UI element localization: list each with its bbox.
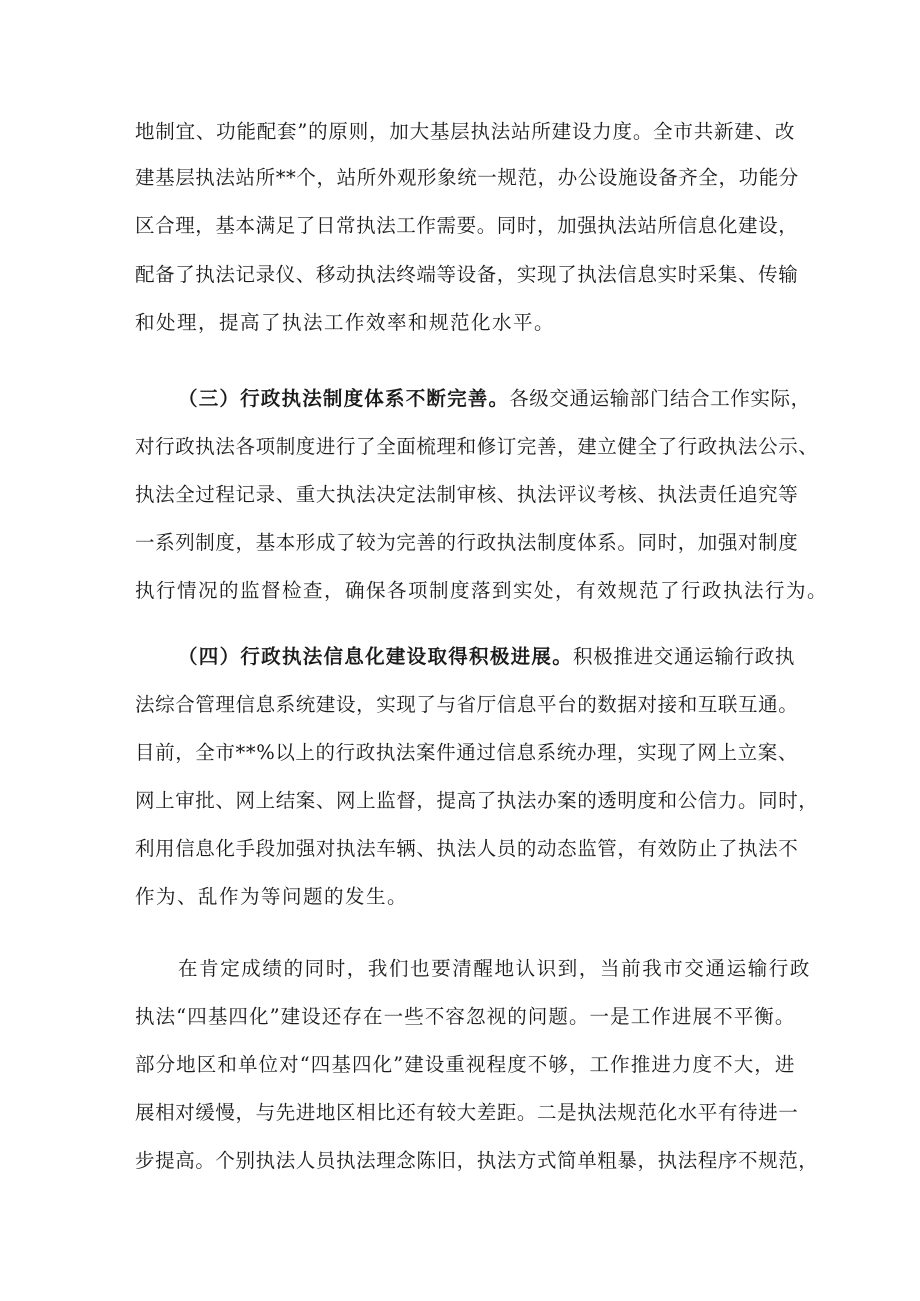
text-span: 各级交通运输部门结合工作实际， [509,387,811,410]
text-line: 执法“四基四化”建设还存在一些不容忽视的问题。一是工作进展不平衡。 [135,1005,795,1028]
text-line: 配备了执法记录仪、移动执法终端等设备，实现了执法信息实时采集、传输 [135,263,799,286]
text-line: 执法全过程记录、重大执法决定法制审核、执法评议考核、执法责任追究等 [135,483,799,506]
text-line: 法综合管理信息系统建设，实现了与省厅信息平台的数据对接和互联互通。 [135,693,799,716]
text-line: 网上审批、网上结案、网上监督，提高了执法办案的透明度和公信力。同时， [135,789,819,812]
text-line: 执行情况的监督检查，确保各项制度落到实处，有效规范了行政执法行为。 [135,579,829,602]
text-line: 步提高。个别执法人员执法理念陈旧，执法方式简单粗暴，执法程序不规范， [135,1149,819,1172]
text-line: 区合理，基本满足了日常执法工作需要。同时，加强执法站所信息化建设， [135,214,799,237]
text-line: 展相对缓慢，与先进地区相比还有较大差距。二是执法规范化水平有待进一 [135,1101,799,1124]
text-line: 地制宜、功能配套”的原则，加大基层执法站所建设力度。全市共新建、改 [135,120,795,143]
text-line: 和处理，提高了执法工作效率和规范化水平。 [135,311,556,334]
text-line: 建基层执法站所**个，站所外观形象统一规范，办公设施设备齐全，功能分 [135,166,799,189]
text-line: 对行政执法各项制度进行了全面梳理和修订完善，建立健全了行政执法公示、 [135,435,819,458]
text-line: 部分地区和单位对“四基四化”建设重视程度不够，工作推进力度不大，进 [135,1053,795,1076]
text-line: 作为、乱作为等问题的发生。 [135,885,409,908]
section-heading-3: （三）行政执法制度体系不断完善。 [178,387,510,410]
text-line: 一系列制度，基本形成了较为完善的行政执法制度体系。同时，加强对制度 [135,531,799,554]
text-span: 积极推进交通运输行政执 [573,645,795,668]
text-line: 目前，全市**%以上的行政执法案件通过信息系统办理，实现了网上立案、 [135,741,798,764]
text-line: 利用信息化手段加强对执法车辆、执法人员的动态监管，有效防止了执法不 [135,837,799,860]
section-heading-4: （四）行政执法信息化建设取得积极进展。 [178,645,573,668]
section-paragraph-first-line [178,640,795,674]
text-line: 在肯定成绩的同时，我们也要清醒地认识到，当前我市交通运输行政 [178,957,812,980]
section-paragraph-first-line [178,382,811,416]
